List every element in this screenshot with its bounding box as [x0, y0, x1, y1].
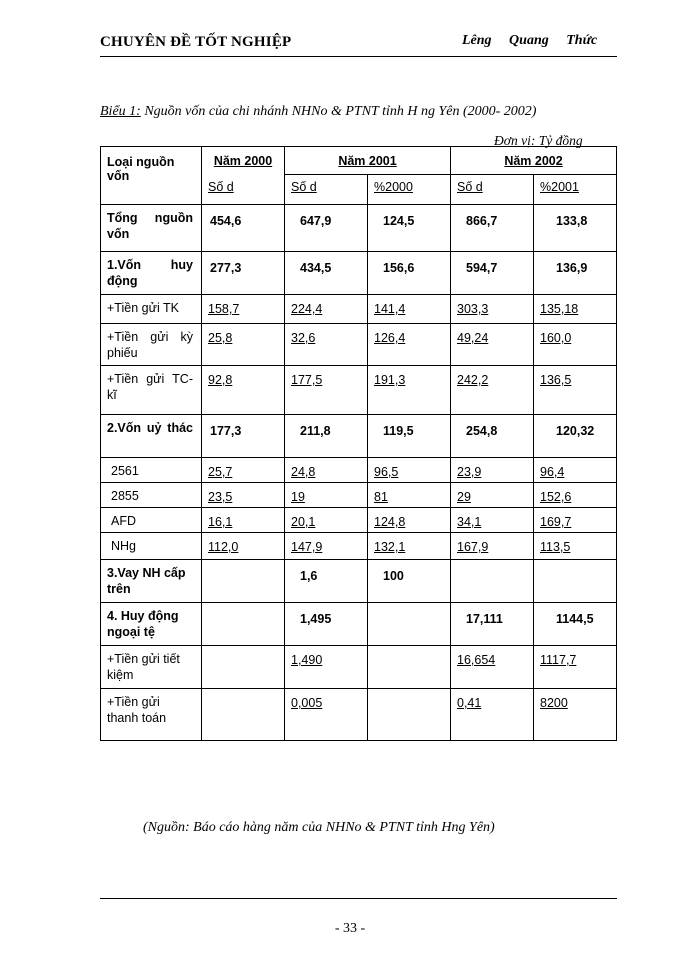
- cell-value: 647,9: [300, 214, 332, 228]
- value-cell-p2002: [534, 366, 617, 415]
- cell-value: 124,5: [383, 214, 415, 228]
- footer-rule: [100, 898, 617, 899]
- header-cell-2000: [202, 147, 285, 175]
- cell-value: [202, 603, 284, 612]
- cell-value: 866,7: [466, 214, 498, 228]
- row-label-cell: [101, 689, 202, 741]
- cell-value: [451, 560, 533, 569]
- cell-value: 177,5: [291, 373, 323, 387]
- value-cell-v2001: [285, 483, 368, 508]
- value-cell-v2001: [285, 324, 368, 366]
- row-label: AFD: [111, 514, 136, 528]
- row-label: +Tiền gửi TK: [107, 301, 179, 315]
- value-cell-v2002: [451, 324, 534, 366]
- year-2000-label: Năm 2000: [213, 154, 273, 168]
- value-cell-v2001: [285, 295, 368, 324]
- cell-value: 49,24: [457, 331, 489, 345]
- table-body: [101, 205, 617, 741]
- value-cell-v2002: [451, 508, 534, 533]
- row-label: +Tiền gửi thanh toán: [107, 695, 167, 725]
- row-label: 2855: [111, 489, 139, 503]
- row-label-cell: [101, 366, 202, 415]
- cell-value: 25,8: [208, 331, 233, 345]
- value-cell-p2002: [534, 508, 617, 533]
- table-row: [101, 324, 617, 366]
- value-cell-v2000: [202, 324, 285, 366]
- cell-value: [368, 689, 450, 696]
- value-cell-v2000: [202, 458, 285, 483]
- value-cell-p2002: [534, 689, 617, 741]
- row-label: 1.Vốn huy động: [107, 258, 193, 288]
- row-label: 2561: [111, 464, 139, 478]
- value-cell-p2001: [368, 533, 451, 560]
- sub-pct-2002-text: %2001: [540, 180, 579, 194]
- value-cell-p2002: [534, 560, 617, 603]
- value-cell-v2000: [202, 560, 285, 603]
- row-label-cell: [101, 646, 202, 689]
- cell-value: 92,8: [208, 373, 233, 387]
- cell-value: 32,6: [291, 331, 316, 345]
- value-cell-v2001: [285, 415, 368, 458]
- table-row: [101, 560, 617, 603]
- value-cell-v2001: [285, 603, 368, 646]
- value-cell-v2000: [202, 366, 285, 415]
- value-cell-v2002: [451, 458, 534, 483]
- year-2002-label: Năm 2002: [504, 154, 563, 168]
- row-label-cell: [101, 252, 202, 295]
- cell-value: 242,2: [457, 373, 489, 387]
- cell-value: 16,1: [208, 515, 233, 529]
- cell-value: 1144,5: [556, 612, 594, 626]
- value-cell-v2002: [451, 603, 534, 646]
- sub-amount-2001-text: Số d: [291, 180, 317, 194]
- value-cell-p2001: [368, 415, 451, 458]
- cell-value: 23,5: [208, 490, 233, 504]
- table-row: [101, 646, 617, 689]
- cell-value: 303,3: [457, 302, 489, 316]
- value-cell-p2001: [368, 324, 451, 366]
- cell-value: 113,5: [540, 540, 571, 554]
- table-row: [101, 252, 617, 295]
- value-cell-v2002: [451, 366, 534, 415]
- table-row: [101, 483, 617, 508]
- cell-value: 17,111: [466, 612, 503, 626]
- cell-value: 19: [291, 490, 305, 504]
- cell-value: 160,0: [540, 331, 572, 345]
- value-cell-p2002: [534, 295, 617, 324]
- unit-label: Đơn vị: Tỷ đồng: [494, 133, 583, 148]
- value-cell-p2002: [534, 324, 617, 366]
- cell-value: [368, 646, 450, 653]
- value-cell-v2001: [285, 458, 368, 483]
- value-cell-v2002: [451, 560, 534, 603]
- row-label-cell: [101, 603, 202, 646]
- cell-value: 454,6: [210, 214, 242, 228]
- cell-value: [368, 603, 450, 612]
- sub-amount-2002: [451, 175, 534, 205]
- cell-value: [534, 560, 616, 569]
- value-cell-p2001: [368, 205, 451, 252]
- cell-value: 1,495: [300, 612, 332, 626]
- value-cell-p2002: [534, 458, 617, 483]
- value-cell-v2000: [202, 533, 285, 560]
- value-cell-v2002: [451, 533, 534, 560]
- value-cell-v2000: [202, 205, 285, 252]
- cell-value: [202, 646, 284, 653]
- caption-text: Nguồn vốn của chi nhánh NHNo & PTNT tỉnh H ng Yên (2000- 2002): [140, 104, 537, 119]
- cell-value: 34,1: [457, 515, 482, 529]
- cell-value: 132,1: [374, 540, 406, 554]
- header-author: Lêng Quang Thức: [462, 33, 598, 48]
- cell-value: 254,8: [466, 424, 498, 438]
- table-row: [101, 295, 617, 324]
- header-cell-2002: [451, 147, 617, 175]
- table-row: [101, 603, 617, 646]
- value-cell-p2001: [368, 295, 451, 324]
- value-cell-p2001: [368, 560, 451, 603]
- cell-value: 124,8: [374, 515, 406, 529]
- cell-value: 211,8: [300, 424, 331, 438]
- value-cell-p2001: [368, 483, 451, 508]
- value-cell-p2001: [368, 252, 451, 295]
- value-cell-p2002: [534, 533, 617, 560]
- source-note: (Nguồn: Báo cáo hàng năm của NHNo & PTNT tỉnh Hng Yên): [143, 820, 495, 835]
- sub-amount-2000: [202, 175, 285, 205]
- value-cell-v2002: [451, 295, 534, 324]
- value-cell-v2000: [202, 508, 285, 533]
- header-cell-type: [101, 147, 202, 205]
- cell-value: 177,3: [210, 424, 242, 438]
- row-label: Tổng nguồn vốn: [107, 211, 193, 241]
- cell-value: 120,32: [556, 424, 595, 438]
- row-label: NHg: [111, 539, 137, 553]
- value-cell-p2001: [368, 603, 451, 646]
- value-cell-p2002: [534, 646, 617, 689]
- row-label: +Tiền gửi TC-kĩ: [107, 372, 193, 402]
- row-label-cell: [101, 458, 202, 483]
- table-row: [101, 508, 617, 533]
- row-label: 4. Huy động ngoại tệ: [107, 609, 179, 639]
- value-cell-p2001: [368, 646, 451, 689]
- row-label-cell: [101, 533, 202, 560]
- value-cell-v2000: [202, 415, 285, 458]
- header-rule: [100, 56, 617, 57]
- value-cell-p2002: [534, 415, 617, 458]
- cell-value: 434,5: [300, 261, 332, 275]
- value-cell-p2002: [534, 483, 617, 508]
- cell-value: 8200: [540, 696, 568, 710]
- row-label: 2.Vốn uỷ thác: [107, 421, 193, 435]
- table-row: [101, 533, 617, 560]
- cell-value: 136,9: [556, 261, 588, 275]
- page-number: - 33 -: [334, 921, 366, 936]
- row-label-cell: [101, 508, 202, 533]
- cell-value: 141,4: [374, 302, 406, 316]
- value-cell-v2002: [451, 415, 534, 458]
- value-cell-v2000: [202, 252, 285, 295]
- cell-value: 169,7: [540, 515, 572, 529]
- value-cell-v2001: [285, 252, 368, 295]
- cell-value: [202, 560, 284, 569]
- header-title: CHUYÊN ĐỀ TỐT NGHIỆP: [100, 34, 292, 50]
- row-label-cell: [101, 415, 202, 458]
- cell-value: 29: [457, 490, 471, 504]
- value-cell-v2002: [451, 252, 534, 295]
- cell-value: 23,9: [457, 465, 482, 479]
- caption-label: Biểu 1:: [100, 104, 141, 119]
- table-row: [101, 366, 617, 415]
- header-cell-2001: [285, 147, 451, 175]
- cell-value: 16,654: [457, 653, 496, 667]
- cell-value: 119,5: [383, 424, 414, 438]
- value-cell-v2001: [285, 366, 368, 415]
- value-cell-v2001: [285, 508, 368, 533]
- cell-value: 24,8: [291, 465, 316, 479]
- table-row: [101, 205, 617, 252]
- cell-value: 224,4: [291, 302, 323, 316]
- value-cell-v2001: [285, 533, 368, 560]
- value-cell-v2000: [202, 646, 285, 689]
- cell-value: 152,6: [540, 490, 572, 504]
- cell-value: 158,7: [208, 302, 240, 316]
- table-row: [101, 689, 617, 741]
- value-cell-v2001: [285, 646, 368, 689]
- value-cell-v2001: [285, 205, 368, 252]
- col-label-text: Loại nguồn vốn: [107, 155, 175, 183]
- value-cell-v2000: [202, 689, 285, 741]
- value-cell-p2001: [368, 366, 451, 415]
- cell-value: 0,41: [457, 696, 482, 710]
- cell-value: 81: [374, 490, 388, 504]
- cell-value: 147,9: [291, 540, 323, 554]
- value-cell-v2001: [285, 560, 368, 603]
- value-cell-p2002: [534, 205, 617, 252]
- row-label: +Tiền gửi tiết kiệm: [107, 652, 180, 682]
- row-label: +Tiền gửi kỳ phiếu: [107, 330, 193, 360]
- cell-value: 167,9: [457, 540, 489, 554]
- row-label-cell: [101, 560, 202, 603]
- sub-pct-2001-text: %2000: [374, 180, 413, 194]
- cell-value: 96,5: [374, 465, 399, 479]
- year-2001-label: Năm 2001: [338, 154, 397, 168]
- sub-amount-2001: [285, 175, 368, 205]
- sub-pct-2001: [368, 175, 451, 205]
- cell-value: 25,7: [208, 465, 233, 479]
- sub-amount-2000-text: Số d: [208, 179, 234, 194]
- cell-value: 191,3: [374, 373, 406, 387]
- cell-value: 1,490: [291, 653, 323, 667]
- value-cell-v2002: [451, 689, 534, 741]
- value-cell-p2001: [368, 508, 451, 533]
- row-label: 3.Vay NH cấp trên: [107, 566, 186, 596]
- cell-value: 156,6: [383, 261, 415, 275]
- cell-value: 133,8: [556, 214, 588, 228]
- value-cell-v2000: [202, 483, 285, 508]
- table-row: [101, 458, 617, 483]
- cell-value: 96,4: [540, 465, 565, 479]
- table-caption: [100, 104, 536, 120]
- value-cell-v2001: [285, 689, 368, 741]
- cell-value: 112,0: [208, 540, 239, 554]
- row-label-cell: [101, 295, 202, 324]
- cell-value: 20,1: [291, 515, 316, 529]
- value-cell-v2002: [451, 483, 534, 508]
- cell-value: 594,7: [466, 261, 498, 275]
- row-label-cell: [101, 324, 202, 366]
- value-cell-p2001: [368, 458, 451, 483]
- sub-pct-2002: [534, 175, 617, 205]
- cell-value: 136,5: [540, 373, 572, 387]
- value-cell-p2001: [368, 689, 451, 741]
- capital-source-table: [100, 146, 617, 741]
- value-cell-v2002: [451, 205, 534, 252]
- cell-value: 277,3: [210, 261, 242, 275]
- row-label-cell: [101, 483, 202, 508]
- value-cell-p2002: [534, 252, 617, 295]
- cell-value: 126,4: [374, 331, 406, 345]
- cell-value: 100: [383, 569, 404, 583]
- cell-value: 1,6: [300, 569, 318, 583]
- cell-value: 135,18: [540, 302, 579, 316]
- cell-value: [202, 689, 284, 696]
- sub-amount-2002-text: Số d: [457, 180, 483, 194]
- row-label-cell: [101, 205, 202, 252]
- table-row: [101, 415, 617, 458]
- cell-value: 1117,7: [540, 653, 577, 667]
- value-cell-p2002: [534, 603, 617, 646]
- value-cell-v2002: [451, 646, 534, 689]
- value-cell-v2000: [202, 295, 285, 324]
- value-cell-v2000: [202, 603, 285, 646]
- cell-value: 0,005: [291, 696, 323, 710]
